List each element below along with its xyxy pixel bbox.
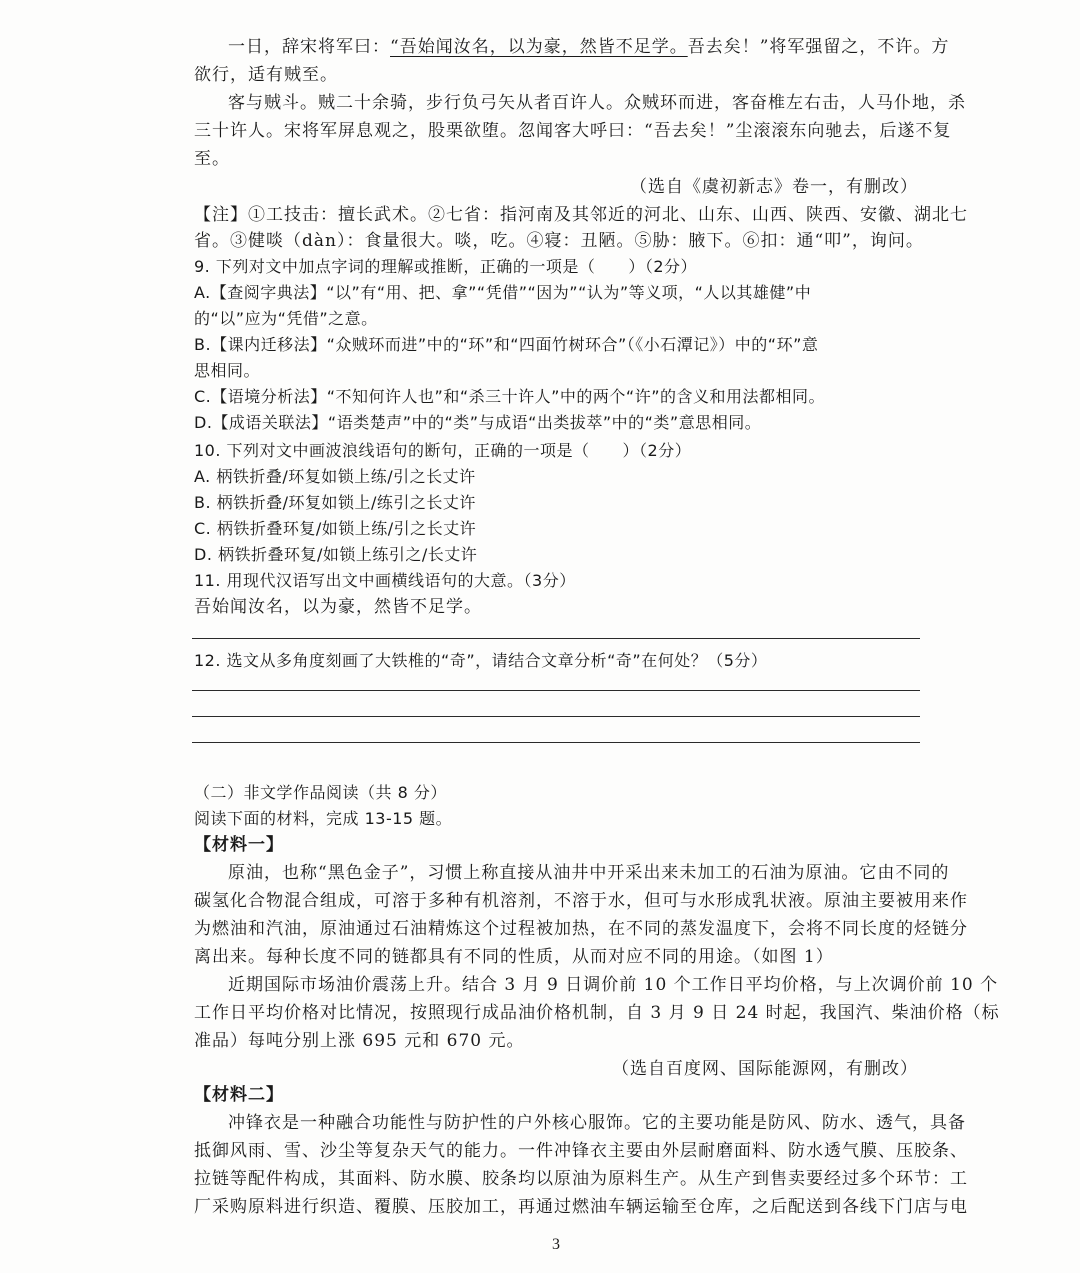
passage-line-5: 至。: [194, 149, 230, 169]
q9-option-a-line-1: A.【查阅字典法】“以”有“用、把、拿”“凭借”“因为”“认为”等义项，“人以其雄健”中: [194, 283, 812, 302]
q12-stem: 12. 选文从多角度刻画了大铁椎的“奇”，请结合文章分析“奇”在何处？（5分）: [194, 651, 768, 670]
passage-line-3: 客与贼斗。贼二十余骑，步行负弓矢从者百许人。众贼环而进，客奋椎左右击，人马仆地，杀: [228, 93, 966, 113]
material-1-line-5: 近期国际市场油价震荡上升。结合 3 月 9 日调价前 10 个工作日平均价格，与上次调价前 10 个: [228, 975, 999, 995]
passage-source: （选自《虞初新志》卷一，有删改）: [630, 177, 918, 197]
q9-option-a-line-2: 的“以”应为“凭借”之意。: [194, 309, 378, 328]
material-2-line-3: 拉链等配件构成，其面料、防水膜、胶条均以原油为原料生产。从生产到售卖要经过多个环节：工: [194, 1169, 968, 1189]
q9-option-b-line-1: B.【课内迁移法】“众贼环而进”中的“环”和“四面竹树环合”（《小石潭记》）中的“环”意: [194, 335, 819, 354]
section-2-title: （二）非文学作品阅读（共 8 分）: [194, 783, 447, 802]
q10-stem: 10. 下列对文中画波浪线语句的断句，正确的一项是（ ）（2分）: [194, 441, 692, 460]
material-2-line-4: 厂采购原料进行织造、覆膜、压胶加工，再通过燃油车辆运输至仓库，之后配送到各线下门店与电: [194, 1197, 968, 1217]
material-1-label: 【材料一】: [194, 835, 284, 855]
q9-option-b-line-2: 思相同。: [194, 361, 261, 380]
answer-line[interactable]: [192, 638, 920, 639]
q10-option-d: D. 柄铁折叠环复/如锁上练引之/长丈许: [194, 545, 478, 564]
page-number: 3: [552, 1236, 560, 1253]
material-1-line-4: 离出来。每种长度不同的链都具有不同的性质，从而对应不同的用途。（如图 1）: [194, 947, 834, 967]
passage-line-1: 一日，辞宋将军曰：“吾始闻汝名，以为豪，然皆不足学。吾去矣！”将军强留之，不许。方: [228, 37, 950, 57]
q11-sentence: 吾始闻汝名，以为豪，然皆不足学。: [194, 597, 482, 617]
q10-option-b: B. 柄铁折叠/环复如锁上/练引之长丈许: [194, 493, 476, 512]
material-1-line-1: 原油，也称“黑色金子”，习惯上称直接从油井中开采出来未加工的石油为原油。它由不同的: [228, 863, 950, 883]
material-2-line-2: 抵御风雨、雪、沙尘等复杂天气的能力。一件冲锋衣主要由外层耐磨面料、防水透气膜、压胶条、: [194, 1141, 968, 1161]
material-1-line-7: 准品）每吨分别上涨 695 元和 670 元。: [194, 1031, 525, 1051]
note-line-1: 【注】①工技击：擅长武术。②七省：指河南及其邻近的河北、山东、山西、陕西、安徽、湖北七: [194, 205, 968, 225]
material-2-line-1: 冲锋衣是一种融合功能性与防护性的户外核心服饰。它的主要功能是防风、防水、透气，具备: [228, 1113, 966, 1133]
material-1-line-3: 为燃油和汽油，原油通过石油精炼这个过程被加热，在不同的蒸发温度下，会将不同长度的烃链分: [194, 919, 968, 939]
answer-line[interactable]: [192, 690, 920, 691]
material-1-line-2: 碳氢化合物混合组成，可溶于多种有机溶剂，不溶于水，但可与水形成乳状液。原油主要被用来作: [194, 891, 968, 911]
underlined-sentence: “吾始闻汝名，以为豪，然皆不足学。: [390, 37, 688, 57]
material-1-line-6: 工作日平均价格对比情况，按照现行成品油价格机制，自 3 月 9 日 24 时起，我国汽、柴油价格（标: [194, 1003, 1000, 1023]
material-1-source: （选自百度网、国际能源网，有删改）: [612, 1059, 918, 1079]
material-2-label: 【材料二】: [194, 1085, 284, 1105]
q10-option-c: C. 柄铁折叠环复/如锁上练/引之长丈许: [194, 519, 477, 538]
q9-option-c: C.【语境分析法】“不知何许人也”和“杀三十许人”中的两个“许”的含义和用法都相同。: [194, 387, 825, 406]
note-line-2: 省。③健啖（dàn）：食量很大。啖，吃。④寝：丑陋。⑤胁：腋下。⑥扣：通“叩”，询问。: [194, 231, 924, 251]
q9-stem: 9. 下列对文中加点字词的理解或推断，正确的一项是（ ）（2分）: [194, 257, 698, 276]
q11-stem: 11. 用现代汉语写出文中画横线语句的大意。（3分）: [194, 571, 576, 590]
passage-line-4: 三十许人。宋将军屏息观之，股栗欲堕。忽闻客大呼曰：“吾去矣！”尘滚滚东向驰去，后遂不复: [194, 121, 952, 141]
answer-line[interactable]: [192, 742, 920, 743]
q10-option-a: A. 柄铁折叠/环复如锁上练/引之长丈许: [194, 467, 476, 486]
answer-line[interactable]: [192, 716, 920, 717]
section-2-instruction: 阅读下面的材料，完成 13-15 题。: [194, 809, 453, 828]
passage-line-2: 欲行，适有贼至。: [194, 65, 338, 85]
q9-option-d: D.【成语关联法】“语类楚声”中的“类”与成语“出类拔萃”中的“类”意思相同。: [194, 413, 762, 432]
